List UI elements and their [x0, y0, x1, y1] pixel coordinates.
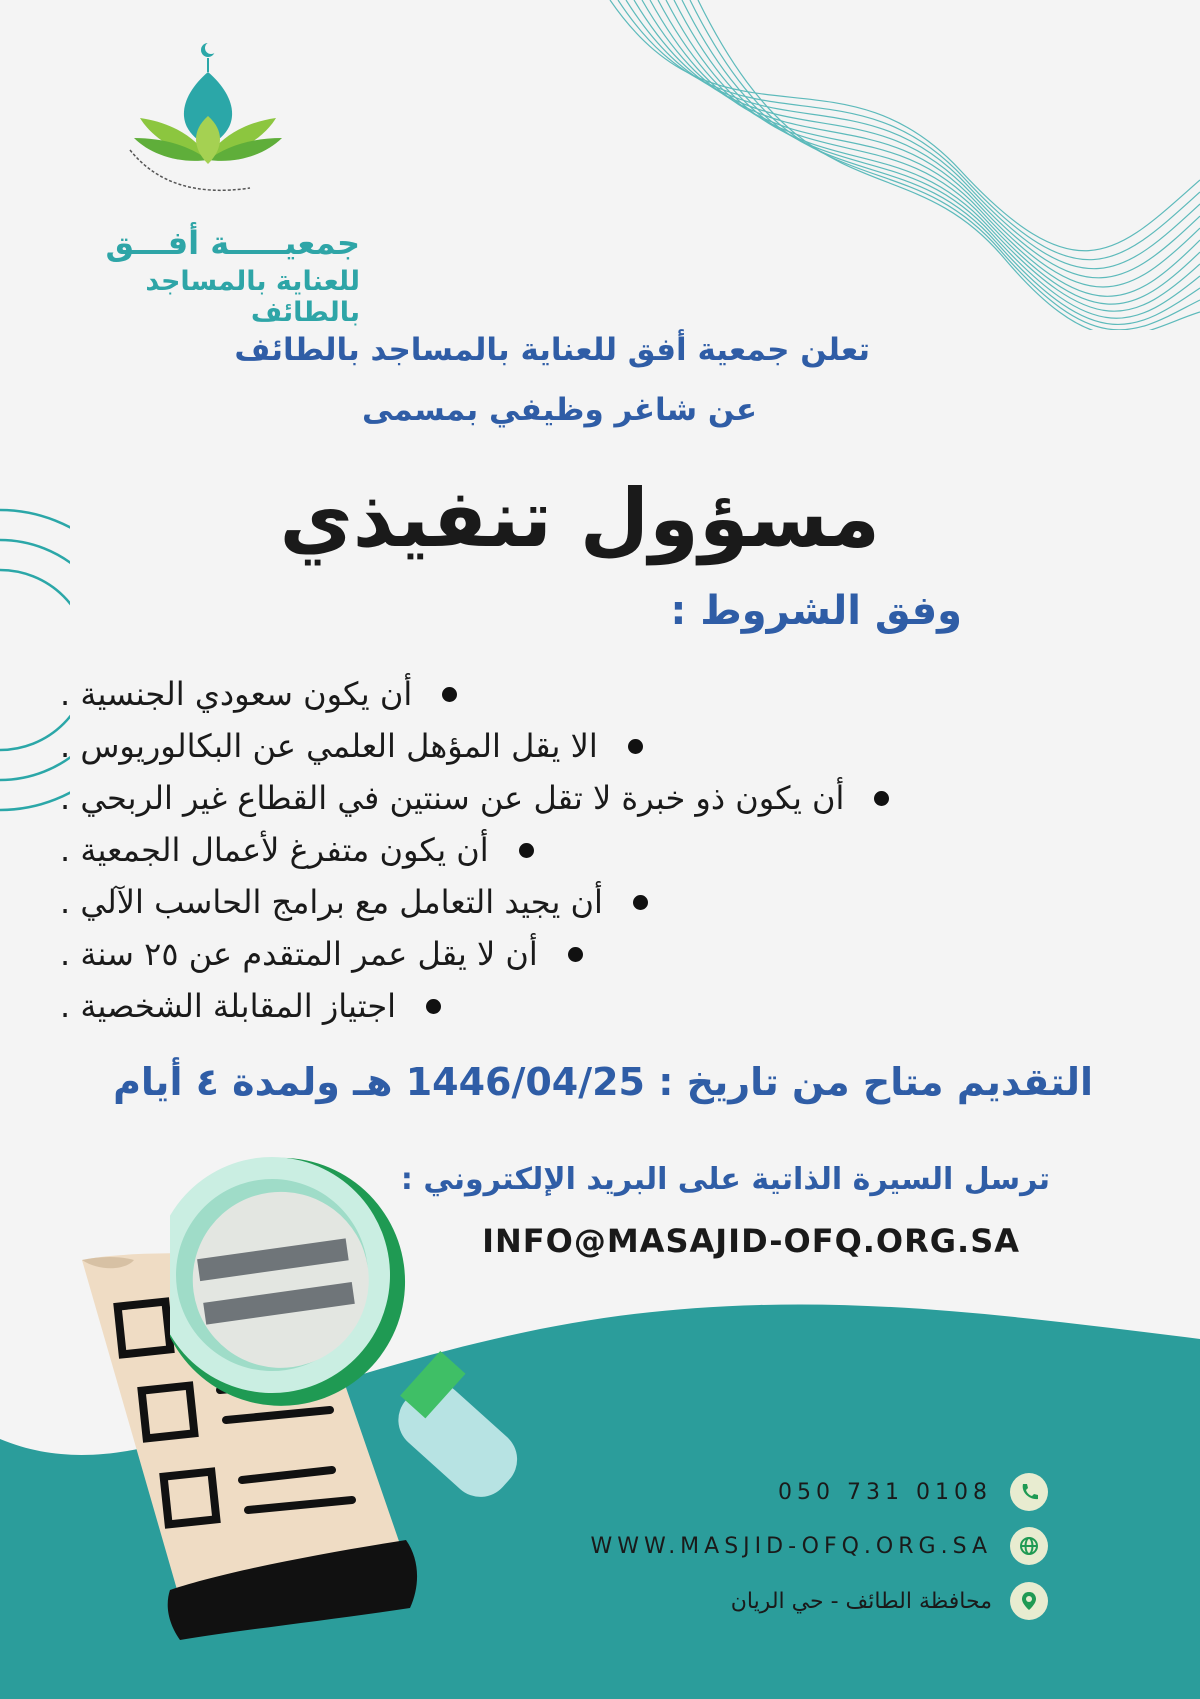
list-item: أن يكون سعودي الجنسية . [60, 668, 1060, 720]
terms-heading: وفق الشروط : [670, 588, 962, 634]
list-item: أن لا يقل عمر المتقدم عن ٢٥ سنة . [60, 928, 1060, 980]
contact-location-row [500, 1582, 1048, 1620]
organization-logo-icon [120, 38, 290, 208]
bullet-icon [442, 687, 457, 702]
requirements-list [60, 668, 1060, 1032]
location-pin-icon [1010, 1582, 1048, 1620]
announcement-line-2: عن شاغر وظيفي بمسمى [362, 392, 757, 428]
bullet-icon [633, 895, 648, 910]
decorative-wave-lines [600, 0, 1200, 330]
contact-phone-row [500, 1473, 1048, 1511]
bullet-icon [628, 739, 643, 754]
logo-name-line-1: جمعيـــــة أفـــق [105, 224, 360, 262]
bullet-icon [426, 999, 441, 1014]
globe-icon [1010, 1527, 1048, 1565]
website-link[interactable]: WWW.MASJID-OFQ.ORG.SA [590, 1533, 992, 1559]
bullet-icon [874, 791, 889, 806]
job-title: مسؤول تنفيذي [279, 472, 880, 565]
phone-number[interactable]: 050 731 0108 [778, 1479, 992, 1505]
application-date: التقديم متاح من تاريخ : 1446/04/25 هـ ولمدة ٤ أيام [113, 1060, 1093, 1104]
announcement-line-1: تعلن جمعية أفق للعناية بالمساجد بالطائف [234, 332, 870, 368]
logo-name-line-2: للعناية بالمساجد بالطائف [145, 266, 360, 328]
phone-icon [1010, 1473, 1048, 1511]
list-item: أن يكون ذو خبرة لا تقل عن سنتين في القطاع غير الربحي . [60, 772, 1060, 824]
cv-submission-label: ترسل السيرة الذاتية على البريد الإلكتروني : [400, 1162, 1050, 1197]
list-item: اجتياز المقابلة الشخصية . [60, 980, 1060, 1032]
list-item: أن يكون متفرغ لأعمال الجمعية . [60, 824, 1060, 876]
list-item: الا يقل المؤهل العلمي عن البكالوريوس . [60, 720, 1060, 772]
list-item: أن يجيد التعامل مع برامج الحاسب الآلي . [60, 876, 1060, 928]
bullet-icon [568, 947, 583, 962]
bullet-icon [519, 843, 534, 858]
contact-website-row [500, 1527, 1048, 1565]
location-text: محافظة الطائف - حي الريان [730, 1588, 992, 1614]
contact-email-link[interactable]: INFO@MASAJID-OFQ.ORG.SA [482, 1222, 1020, 1260]
